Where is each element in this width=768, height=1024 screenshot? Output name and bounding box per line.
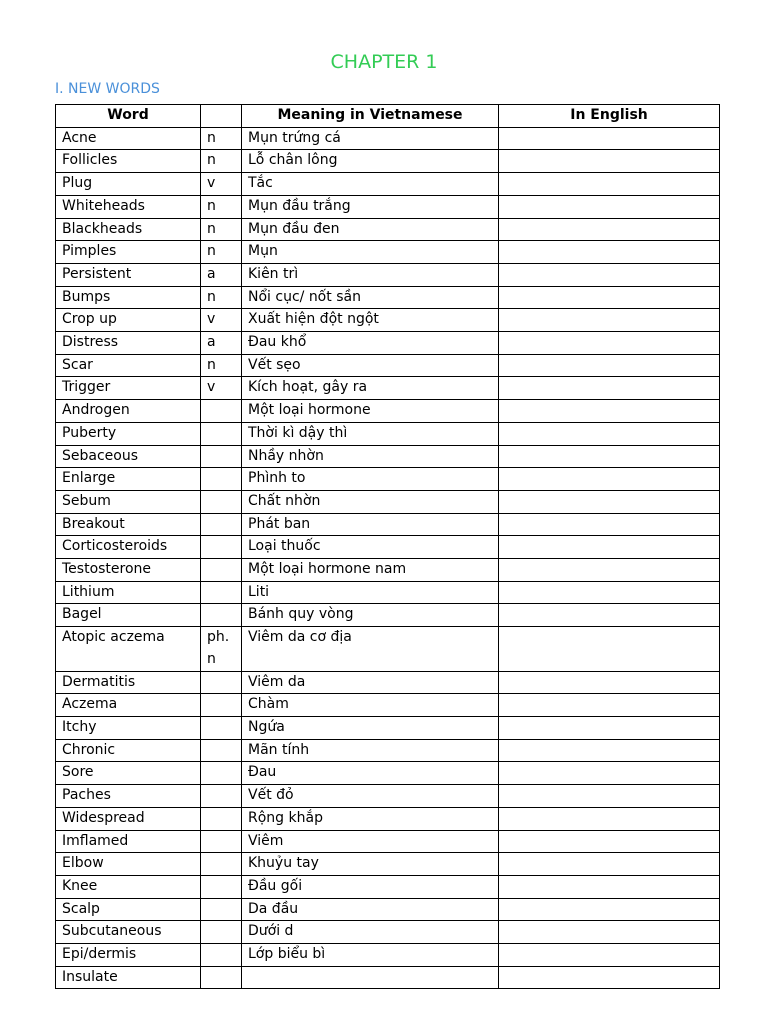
cell-in-english [499,309,720,332]
cell-word: Plug [56,173,201,196]
cell-part-of-speech [201,400,242,423]
cell-in-english [499,173,720,196]
cell-word: Epi/dermis [56,944,201,967]
cell-part-of-speech [201,853,242,876]
table-row [56,739,720,762]
cell-in-english [499,944,720,967]
cell-word: Androgen [56,400,201,423]
cell-word: Chronic [56,739,201,762]
cell-in-english [499,150,720,173]
table-row [56,853,720,876]
cell-part-of-speech: n [201,150,242,173]
cell-meaning-vietnamese: Liti [242,581,499,604]
cell-part-of-speech [201,422,242,445]
cell-meaning-vietnamese [242,966,499,989]
cell-meaning-vietnamese: Mụn trứng cá [242,127,499,150]
cell-word: Corticosteroids [56,536,201,559]
table-row [56,559,720,582]
cell-in-english [499,875,720,898]
cell-word: Scalp [56,898,201,921]
header-meaning-vietnamese: Meaning in Vietnamese [242,105,499,128]
cell-in-english [499,739,720,762]
table-row [56,966,720,989]
table-row [56,604,720,627]
cell-meaning-vietnamese: Nổi cục/ nốt sần [242,286,499,309]
cell-part-of-speech: ph. n [201,627,242,671]
table-row [56,263,720,286]
cell-word: Sebaceous [56,445,201,468]
vocabulary-table-body [56,127,720,989]
cell-in-english [499,559,720,582]
cell-in-english [499,241,720,264]
cell-word: Trigger [56,377,201,400]
table-row [56,422,720,445]
table-row [56,716,720,739]
table-row [56,581,720,604]
cell-meaning-vietnamese: Viêm da [242,671,499,694]
cell-in-english [499,332,720,355]
cell-part-of-speech [201,966,242,989]
cell-part-of-speech: a [201,263,242,286]
cell-meaning-vietnamese: Phình to [242,468,499,491]
cell-word: Insulate [56,966,201,989]
cell-word: Knee [56,875,201,898]
cell-part-of-speech [201,898,242,921]
cell-part-of-speech [201,536,242,559]
cell-meaning-vietnamese: Thời kì dậy thì [242,422,499,445]
cell-meaning-vietnamese: Rộng khắp [242,807,499,830]
cell-part-of-speech [201,671,242,694]
cell-meaning-vietnamese: Tắc [242,173,499,196]
cell-word: Lithium [56,581,201,604]
table-row [56,536,720,559]
table-row [56,286,720,309]
cell-part-of-speech [201,716,242,739]
cell-word: Itchy [56,716,201,739]
cell-word: Puberty [56,422,201,445]
cell-meaning-vietnamese: Lớp biểu bì [242,944,499,967]
cell-meaning-vietnamese: Lỗ chân lông [242,150,499,173]
cell-in-english [499,694,720,717]
cell-in-english [499,604,720,627]
cell-meaning-vietnamese: Xuất hiện đột ngột [242,309,499,332]
cell-meaning-vietnamese: Da đầu [242,898,499,921]
cell-part-of-speech: n [201,195,242,218]
table-row [56,671,720,694]
table-header-row [56,105,720,128]
cell-meaning-vietnamese: Loại thuốc [242,536,499,559]
table-row [56,944,720,967]
cell-in-english [499,195,720,218]
cell-word: Atopic aczema [56,627,201,671]
cell-in-english [499,377,720,400]
table-row [56,332,720,355]
header-part-of-speech [201,105,242,128]
table-row [56,150,720,173]
table-row [56,694,720,717]
cell-in-english [499,966,720,989]
cell-in-english [499,581,720,604]
cell-part-of-speech [201,559,242,582]
cell-meaning-vietnamese: Viêm [242,830,499,853]
cell-meaning-vietnamese: Kích hoạt, gây ra [242,377,499,400]
cell-meaning-vietnamese: Nhầy nhờn [242,445,499,468]
table-row [56,377,720,400]
cell-part-of-speech [201,944,242,967]
cell-part-of-speech [201,694,242,717]
cell-in-english [499,127,720,150]
cell-meaning-vietnamese: Chàm [242,694,499,717]
chapter-title: CHAPTER 1 [330,51,438,73]
cell-in-english [499,263,720,286]
cell-in-english [499,830,720,853]
cell-meaning-vietnamese: Viêm da cơ địa [242,627,499,671]
cell-word: Scar [56,354,201,377]
table-row [56,513,720,536]
table-row [56,309,720,332]
cell-word: Sebum [56,490,201,513]
cell-part-of-speech [201,921,242,944]
cell-in-english [499,445,720,468]
cell-word: Dermatitis [56,671,201,694]
cell-word: Blackheads [56,218,201,241]
cell-in-english [499,853,720,876]
cell-meaning-vietnamese: Một loại hormone nam [242,559,499,582]
cell-meaning-vietnamese: Mụn đầu đen [242,218,499,241]
cell-in-english [499,513,720,536]
cell-in-english [499,898,720,921]
table-row [56,807,720,830]
cell-part-of-speech [201,739,242,762]
table-row [56,127,720,150]
cell-in-english [499,468,720,491]
cell-part-of-speech [201,490,242,513]
cell-part-of-speech: n [201,286,242,309]
cell-word: Whiteheads [56,195,201,218]
cell-part-of-speech [201,830,242,853]
cell-word: Follicles [56,150,201,173]
cell-in-english [499,218,720,241]
cell-word: Subcutaneous [56,921,201,944]
cell-word: Widespread [56,807,201,830]
cell-word: Testosterone [56,559,201,582]
cell-meaning-vietnamese: Đau [242,762,499,785]
cell-meaning-vietnamese: Đầu gối [242,875,499,898]
table-row [56,490,720,513]
table-row [56,173,720,196]
table-row [56,762,720,785]
cell-word: Paches [56,785,201,808]
cell-in-english [499,716,720,739]
header-in-english: In English [499,105,720,128]
cell-in-english [499,762,720,785]
cell-meaning-vietnamese: Một loại hormone [242,400,499,423]
table-row [56,468,720,491]
cell-meaning-vietnamese: Mụn [242,241,499,264]
cell-meaning-vietnamese: Mãn tính [242,739,499,762]
cell-in-english [499,286,720,309]
cell-word: Aczema [56,694,201,717]
cell-part-of-speech: v [201,173,242,196]
table-row [56,921,720,944]
cell-part-of-speech [201,513,242,536]
table-row [56,785,720,808]
cell-word: Bumps [56,286,201,309]
cell-word: Breakout [56,513,201,536]
vocabulary-table [55,104,720,989]
cell-meaning-vietnamese: Dưới d [242,921,499,944]
cell-meaning-vietnamese: Mụn đầu trắng [242,195,499,218]
table-row [56,627,720,671]
cell-part-of-speech: v [201,309,242,332]
cell-part-of-speech: n [201,127,242,150]
cell-part-of-speech: n [201,241,242,264]
table-row [56,400,720,423]
cell-meaning-vietnamese: Bánh quy vòng [242,604,499,627]
cell-part-of-speech [201,468,242,491]
cell-word: Pimples [56,241,201,264]
cell-word: Distress [56,332,201,355]
table-row [56,241,720,264]
table-row [56,354,720,377]
table-row [56,445,720,468]
cell-meaning-vietnamese: Chất nhờn [242,490,499,513]
cell-word: Imflamed [56,830,201,853]
cell-meaning-vietnamese: Đau khổ [242,332,499,355]
cell-meaning-vietnamese: Ngứa [242,716,499,739]
cell-part-of-speech [201,762,242,785]
cell-part-of-speech [201,807,242,830]
cell-in-english [499,490,720,513]
section-heading: I. NEW WORDS [55,81,160,97]
header-word: Word [56,105,201,128]
cell-part-of-speech: n [201,218,242,241]
table-row [56,218,720,241]
cell-word: Bagel [56,604,201,627]
cell-in-english [499,785,720,808]
cell-word: Crop up [56,309,201,332]
cell-word: Elbow [56,853,201,876]
cell-word: Enlarge [56,468,201,491]
cell-in-english [499,400,720,423]
cell-word: Acne [56,127,201,150]
table-row [56,195,720,218]
cell-in-english [499,354,720,377]
cell-in-english [499,671,720,694]
cell-in-english [499,627,720,671]
table-row [56,830,720,853]
cell-meaning-vietnamese: Kiên trì [242,263,499,286]
cell-part-of-speech [201,445,242,468]
cell-part-of-speech: n [201,354,242,377]
cell-meaning-vietnamese: Vết sẹo [242,354,499,377]
table-row [56,875,720,898]
cell-in-english [499,807,720,830]
cell-word: Sore [56,762,201,785]
cell-meaning-vietnamese: Vết đỏ [242,785,499,808]
cell-part-of-speech: v [201,377,242,400]
cell-in-english [499,921,720,944]
table-row [56,898,720,921]
cell-part-of-speech [201,604,242,627]
cell-part-of-speech [201,581,242,604]
cell-part-of-speech [201,875,242,898]
cell-meaning-vietnamese: Phát ban [242,513,499,536]
cell-meaning-vietnamese: Khuỷu tay [242,853,499,876]
cell-word: Persistent [56,263,201,286]
cell-part-of-speech: a [201,332,242,355]
cell-in-english [499,422,720,445]
cell-in-english [499,536,720,559]
cell-part-of-speech [201,785,242,808]
